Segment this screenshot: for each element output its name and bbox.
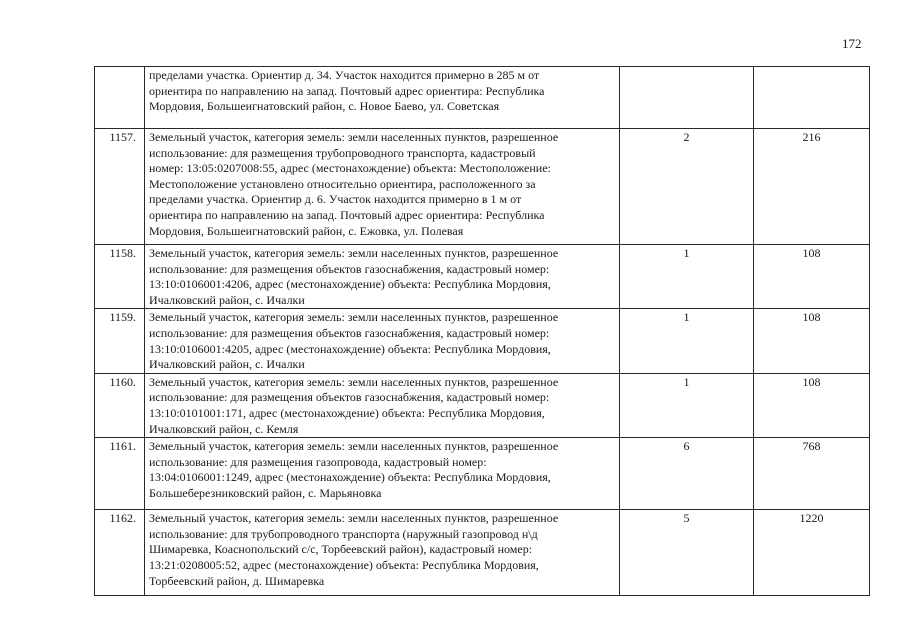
row-number: 1161.: [95, 438, 145, 510]
description-line: Местоположение установлено относительно ориентира, расположенного за: [149, 176, 536, 191]
plot-description: [145, 438, 620, 510]
description-line: Ичалковский район, с. Ичалки: [149, 357, 305, 372]
description-line: Земельный участок, категория земель: земли населенных пунктов, разрешенное: [149, 130, 559, 144]
plot-quantity: [620, 67, 754, 129]
description-line: использование: для размещения объектов газоснабжения, кадастровый номер:: [149, 261, 550, 276]
plot-area: 108: [754, 245, 870, 309]
table-row: [95, 245, 870, 309]
description-line: Земельный участок, категория земель: земли населенных пунктов, разрешенное: [149, 374, 559, 389]
description-line: 13:10:0106001:4206, адрес (местонахождение) объекта: Республика Мордовия,: [149, 277, 551, 292]
description-line: Торбеевский район, д. Шимаревка: [149, 573, 325, 588]
land-plots-table: [94, 66, 870, 596]
plot-area: 216: [754, 129, 870, 245]
description-line: использование: для трубопроводного транспорта (наружный газопровод н\д: [149, 526, 538, 541]
plot-description: [145, 309, 620, 373]
description-line: Земельный участок, категория земель: земли населенных пунктов, разрешенное: [149, 246, 559, 260]
plot-quantity: 6: [620, 438, 754, 510]
plot-area: 108: [754, 373, 870, 437]
description-line: 13:10:0101001:171, адрес (местонахождение) объекта: Республика Мордовия,: [149, 405, 545, 420]
row-number: 1159.: [95, 309, 145, 373]
plot-description: [145, 129, 620, 245]
description-line: 13:21:0208005:52, адрес (местонахождение) объекта: Республика Мордовия,: [149, 557, 539, 572]
description-line: Земельный участок, категория земель: земли населенных пунктов, разрешенное: [149, 310, 559, 325]
table-row: [95, 510, 870, 596]
description-line: Земельный участок, категория земель: земли населенных пунктов, разрешенное: [149, 439, 559, 454]
description-line: Мордовия, Большеигнатовский район, с. Новое Баево, ул. Советская: [149, 99, 500, 114]
description-line: использование: для размещения объектов газоснабжения, кадастровый номер:: [149, 390, 550, 405]
description-line: использование: для размещения объектов газоснабжения, кадастровый номер:: [149, 325, 550, 340]
row-number: 1157.: [95, 129, 145, 245]
description-line: использование: для размещения газопровода, кадастровый номер:: [149, 454, 487, 469]
plot-area: 1220: [754, 510, 870, 596]
plot-description: [145, 510, 620, 596]
description-line: 13:10:0106001:4205, адрес (местонахождение) объекта: Республика Мордовия,: [149, 341, 551, 356]
plot-area: 768: [754, 438, 870, 510]
table-row: [95, 129, 870, 245]
description-line: 13:04:0106001:1249, адрес (местонахождение) объекта: Республика Мордовия,: [149, 470, 551, 485]
description-line: ориентира по направлению на запад. Почтовый адрес ориентира: Республика: [149, 207, 545, 222]
description-line: пределами участка. Ориентир д. 6. Участок находится примерно в 1 м от: [149, 192, 522, 207]
description-line: пределами участка. Ориентир д. 34. Участок находится примерно в 285 м от: [149, 68, 540, 82]
plot-quantity: 5: [620, 510, 754, 596]
table-row: [95, 373, 870, 437]
plot-description: [145, 67, 620, 129]
description-line: использование: для размещения трубопроводного транспорта, кадастровый: [149, 145, 536, 160]
row-number: 1158.: [95, 245, 145, 309]
table-row: [95, 67, 870, 129]
row-number: 1162.: [95, 510, 145, 596]
description-line: номер: 13:05:0207008:55, адрес (местонахождение) объекта: Местоположение:: [149, 161, 551, 176]
description-line: ориентира по направлению на запад. Почтовый адрес ориентира: Республика: [149, 83, 545, 98]
plot-quantity: 1: [620, 373, 754, 437]
plot-area: 108: [754, 309, 870, 373]
plot-quantity: 1: [620, 245, 754, 309]
table-row: [95, 438, 870, 510]
description-line: Шимаревка, Коаснопольский с/с, Торбеевский район), кадастровый номер:: [149, 542, 533, 557]
description-line: Большеберезниковский район, с. Марьяновка: [149, 485, 382, 500]
plot-description: [145, 245, 620, 309]
plot-description: [145, 373, 620, 437]
description-line: Земельный участок, категория земель: земли населенных пунктов, разрешенное: [149, 511, 559, 526]
page-number: 172: [842, 36, 862, 51]
row-number: [95, 67, 145, 129]
description-line: Ичалковский район, с. Ичалки: [149, 292, 305, 307]
description-line: Ичалковский район, с. Кемля: [149, 421, 299, 436]
plot-quantity: 2: [620, 129, 754, 245]
table-row: [95, 309, 870, 373]
plot-quantity: 1: [620, 309, 754, 373]
table-body: [95, 67, 870, 596]
plot-area: [754, 67, 870, 129]
row-number: 1160.: [95, 373, 145, 437]
description-line: Мордовия, Большеигнатовский район, с. Ежовка, ул. Полевая: [149, 223, 464, 238]
